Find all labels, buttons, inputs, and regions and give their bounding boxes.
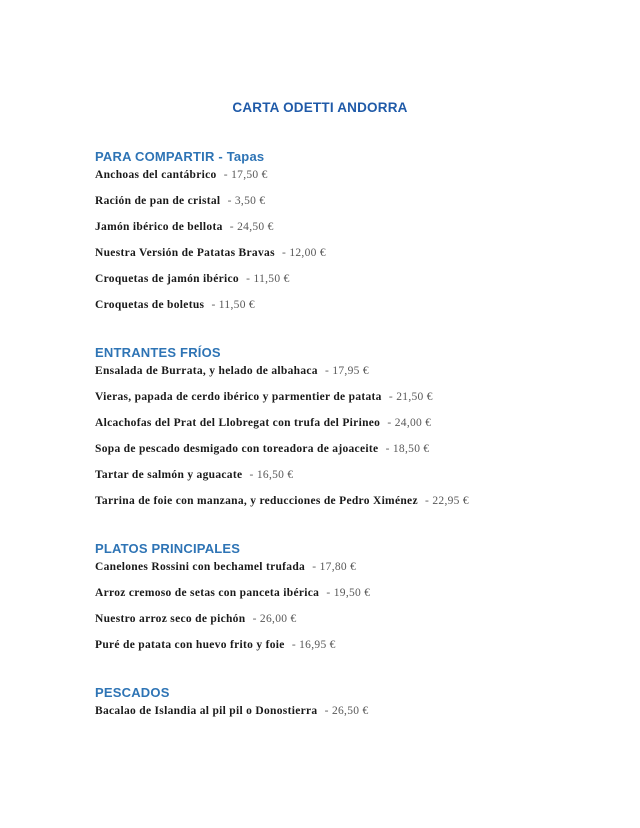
item-price: - 11,50 €: [208, 299, 255, 311]
item-price: - 21,50 €: [385, 391, 433, 403]
menu-item: [95, 297, 545, 323]
item-name: Croquetas de jamón ibérico: [95, 273, 239, 285]
item-price: - 17,80 €: [309, 561, 357, 573]
item-name: Sopa de pescado desmigado con toreadora de ajoaceite: [95, 443, 379, 455]
item-name: Arroz cremoso de setas con panceta ibérica: [95, 587, 320, 599]
item-price: - 11,50 €: [242, 273, 290, 285]
menu-item: [95, 441, 545, 467]
menu-item: [95, 493, 545, 519]
menu-section: [95, 345, 545, 519]
item-price: - 22,95 €: [421, 495, 469, 507]
item-price: - 16,95 €: [288, 639, 336, 651]
menu-item: [95, 559, 545, 585]
item-price: - 12,00 €: [278, 247, 326, 259]
page-title: CARTA ODETTI ANDORRA: [232, 100, 408, 115]
menu-item: [95, 585, 545, 611]
item-price: - 19,50 €: [323, 587, 371, 599]
item-name: Anchoas del cantábrico: [95, 169, 217, 181]
menu-item: [95, 611, 545, 637]
section-heading: PLATOS PRINCIPALES: [95, 541, 241, 556]
item-price: - 16,50 €: [246, 469, 294, 481]
menu-section: [95, 541, 545, 663]
menu-sections: [95, 149, 545, 729]
menu-item: [95, 389, 545, 415]
item-name: Ración de pan de cristal: [95, 195, 221, 207]
section-heading: PARA COMPARTIR - Tapas: [95, 149, 265, 164]
item-name: Tartar de salmón y aguacate: [95, 469, 243, 481]
section-items: [95, 703, 545, 729]
section-items: [95, 167, 545, 323]
section-items: [95, 363, 545, 519]
item-name: Nuestro arroz seco de pichón: [95, 613, 246, 625]
menu-item: [95, 193, 545, 219]
section-heading: ENTRANTES FRÍOS: [95, 345, 221, 360]
menu-item: [95, 415, 545, 441]
item-name: Tarrina de foie con manzana, y reducciones de Pedro Ximénez: [95, 495, 418, 507]
menu-section: [95, 149, 545, 323]
menu-section: [95, 685, 545, 729]
menu-item: [95, 637, 545, 663]
item-price: - 18,50 €: [382, 443, 430, 455]
item-name: Canelones Rossini con bechamel trufada: [95, 561, 306, 573]
menu-item: [95, 219, 545, 245]
item-price: - 17,95 €: [321, 365, 369, 377]
item-price: - 17,50 €: [220, 169, 268, 181]
item-name: Bacalao de Islandia al pil pil o Donostierra: [95, 705, 318, 717]
item-name: Vieras, papada de cerdo ibérico y parmentier de patata: [95, 391, 382, 403]
menu-item: [95, 167, 545, 193]
menu-item: [95, 363, 545, 389]
menu-item: [95, 467, 545, 493]
menu-item: [95, 245, 545, 271]
item-price: - 26,50 €: [321, 705, 369, 717]
menu-item: [95, 703, 545, 729]
section-heading: PESCADOS: [95, 685, 170, 700]
item-name: Ensalada de Burrata, y helado de albahaca: [95, 365, 318, 377]
item-name: Alcachofas del Prat del Llobregat con trufa del Pirineo: [95, 417, 381, 429]
item-name: Puré de patata con huevo frito y foie: [95, 639, 285, 651]
item-name: Jamón ibérico de bellota: [95, 221, 223, 233]
item-price: - 24,50 €: [226, 221, 274, 233]
item-name: Nuestra Versión de Patatas Bravas: [95, 247, 275, 259]
menu-item: [95, 271, 545, 297]
item-price: - 26,00 €: [249, 613, 297, 625]
item-name: Croquetas de boletus: [95, 299, 205, 311]
section-items: [95, 559, 545, 663]
item-price: - 24,00 €: [384, 417, 432, 429]
item-price: - 3,50 €: [224, 195, 266, 207]
